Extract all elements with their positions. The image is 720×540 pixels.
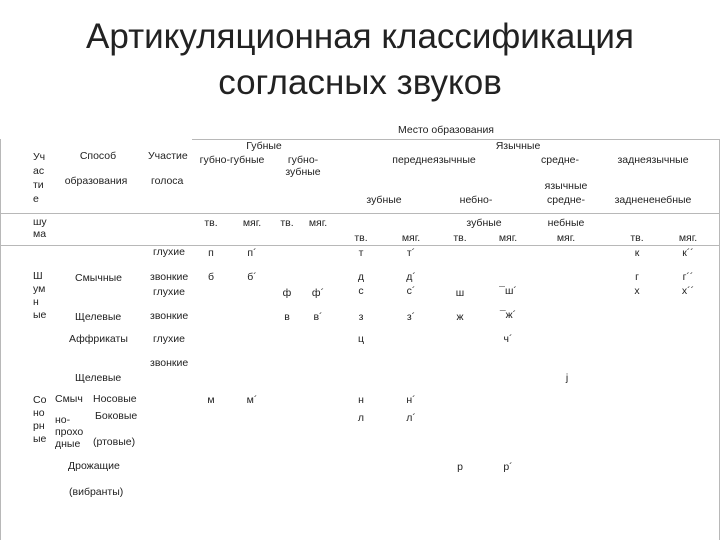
row-vibranty: (вибранты): [69, 486, 124, 498]
col-myag-2: мяг.: [308, 217, 328, 229]
row-shchelevye: Щелевые: [75, 311, 122, 323]
cell-zh: ж: [456, 311, 464, 323]
cell-m-soft: м´: [246, 394, 258, 406]
cell-f-soft: ф´: [311, 287, 325, 299]
row-drozhashchie: Дрожащие: [68, 460, 120, 472]
cell-t-soft: т´: [406, 247, 416, 259]
col-myag-5: мяг.: [556, 232, 576, 244]
cell-d: д: [357, 271, 365, 283]
cell-x: х: [634, 285, 640, 297]
header-uchastie: Участие: [148, 150, 188, 162]
col-tv-2: тв.: [280, 217, 294, 229]
voice-zvonkie-1: звонкие: [150, 271, 189, 283]
header-shuma: шу ма: [33, 216, 47, 240]
cell-g: г: [635, 271, 639, 283]
cell-f: ф: [282, 287, 292, 299]
cell-ts: ц: [357, 333, 365, 345]
header-yazychnye-low: язычные: [544, 180, 588, 192]
header-uchastie-shuma: Уч ас ти е: [33, 151, 46, 205]
header-mesto: Место образования: [397, 124, 495, 136]
voice-gluhie-3: глухие: [153, 333, 185, 345]
cell-t: т: [358, 247, 364, 259]
header-gubnye: Губные: [246, 140, 282, 152]
title-line-2: согласных звуков: [218, 63, 502, 102]
col-myag-6: мяг.: [678, 232, 698, 244]
cell-r-soft: р´: [503, 461, 513, 473]
header-zadneyazychnye: заднеязычные: [617, 154, 689, 166]
group-shumnye: Ш ум н ые: [33, 270, 47, 321]
group-sonornye: Со но рн ые: [33, 394, 47, 445]
cell-x-soft: х´´: [681, 285, 695, 297]
col-myag-4: мяг.: [498, 232, 518, 244]
title-line-1: Артикуляционная классификация: [86, 17, 634, 56]
header-zubnye: зубные: [366, 194, 402, 206]
row-affrikaty: Аффрикаты: [69, 333, 128, 345]
header-zubnye-2: зубные: [466, 217, 502, 229]
cell-sh: ш: [455, 287, 465, 299]
cell-z: з: [358, 311, 364, 323]
table-header-border: [0, 213, 720, 214]
cell-k: к: [634, 247, 640, 259]
cell-zhzh: ¯ж´: [499, 309, 517, 321]
col-tv-4: тв.: [453, 232, 467, 244]
slide-title: [0, 14, 720, 106]
row-shchelevye-2: Щелевые: [75, 372, 122, 384]
header-sredne-2: средне-: [547, 194, 585, 206]
header-sposob: Способ: [79, 150, 117, 162]
cell-b-soft: б´: [247, 271, 257, 283]
col-myag-3: мяг.: [401, 232, 421, 244]
voice-zvonkie-3: звонкие: [150, 357, 189, 369]
header-gubno-zubnye: губно- зубные: [285, 154, 321, 178]
cell-d-soft: д´: [406, 271, 416, 283]
cell-p-soft: п´: [247, 247, 257, 259]
row-nosovye: Носовые: [93, 393, 137, 405]
cell-b: б: [207, 271, 215, 283]
voice-zvonkie-2: звонкие: [150, 310, 189, 322]
cell-z-soft: з´: [406, 311, 416, 323]
cell-s-soft: с´: [406, 285, 416, 297]
header-obrazovaniya: образования: [64, 175, 128, 187]
cell-shsh: ¯ш´: [499, 285, 517, 297]
cell-m: м: [207, 394, 215, 406]
cell-n: н: [358, 394, 364, 406]
cell-v-soft: в´: [313, 311, 323, 323]
header-yazychnye: Язычные: [495, 140, 541, 152]
cell-p: п: [208, 247, 214, 259]
row-smych: Смыч: [55, 393, 83, 405]
header-gubno-gubnye: губно-губные: [199, 154, 265, 166]
table-body-border: [0, 245, 720, 246]
cell-l-soft: л´: [406, 412, 416, 424]
col-tv-6: тв.: [630, 232, 644, 244]
voice-gluhie-2: глухие: [153, 286, 185, 298]
cell-r: р: [457, 461, 463, 473]
col-myag-1: мяг.: [242, 217, 262, 229]
cell-k-soft: к´´: [682, 247, 694, 259]
header-peredneyazychnye: переднеязычные: [392, 154, 476, 166]
cell-ch: ч´: [503, 333, 513, 345]
cell-j: j: [565, 372, 569, 384]
cell-l: л: [357, 412, 365, 424]
row-rtovye: (ртовые): [93, 436, 136, 448]
header-sredne: средне-: [541, 154, 579, 166]
col-tv-1: тв.: [204, 217, 218, 229]
header-nebno: небно-: [459, 194, 493, 206]
cell-g-soft: г´´: [682, 271, 694, 283]
cell-v: в: [284, 311, 290, 323]
header-zadnenebnye: заднененебные: [614, 194, 692, 206]
row-smychnye: Смычные: [75, 272, 123, 284]
table-left-border: [0, 139, 1, 540]
row-no-prokho-dnye: но- прохо дные: [55, 414, 84, 450]
row-bokovye: Боковые: [95, 410, 138, 422]
header-nebnye: небные: [547, 217, 585, 229]
col-tv-3: тв.: [354, 232, 368, 244]
voice-gluhie-1: глухие: [153, 246, 185, 258]
cell-n-soft: н´: [406, 394, 416, 406]
header-golosa: голоса: [151, 175, 184, 187]
cell-s: с: [358, 285, 364, 297]
